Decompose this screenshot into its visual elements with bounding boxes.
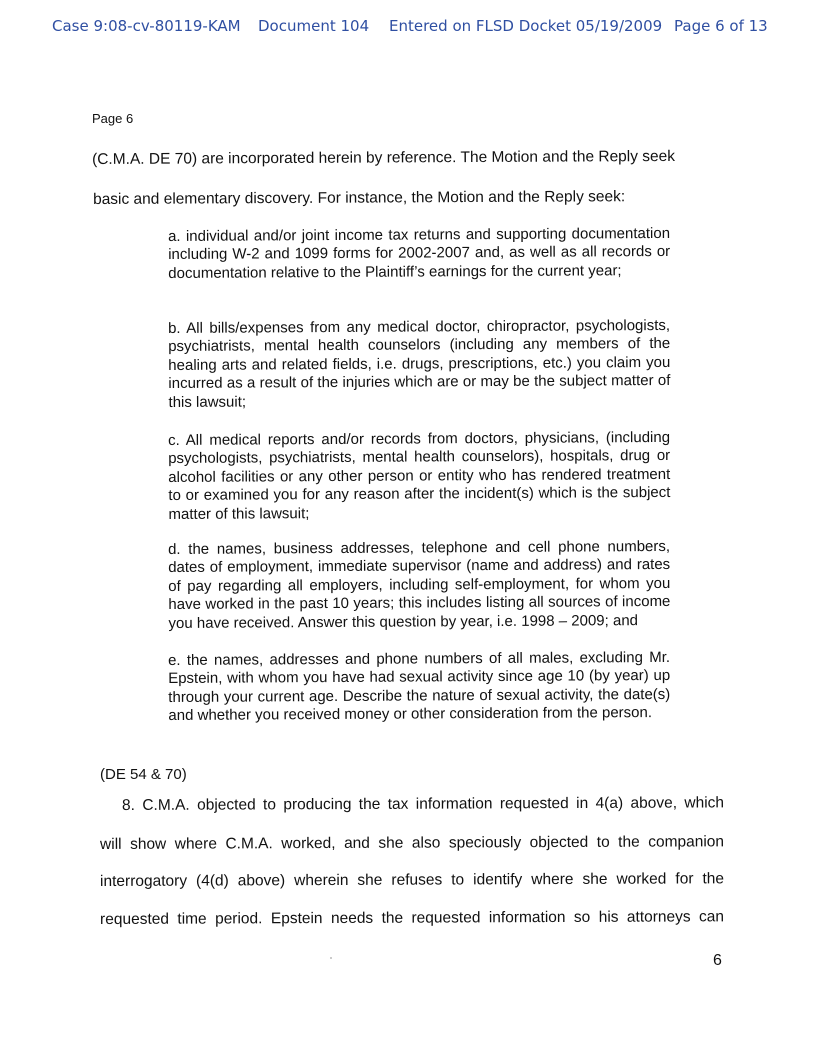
paragraph-8-line-1: 8. C.M.A. objected to producing the tax information requested in 4(a) above, which (122, 794, 725, 814)
discovery-item-a: a. individual and/or joint income tax returns and supporting documentation including W-2 and 1099 forms for 2002-2007 and, as well as all records or documentation relative to the Plaintiff’s earnings for the current year; (168, 224, 671, 282)
discovery-item-c: c. All medical reports and/or records from doctors, physicians, (including psychologists, psychiatrists, mental health counselors), hospitals, drug or alcohol facilities or any other person or entity who has rendered treatment to or examined you for any reason after the incident(s) which is the subject matter of this lawsuit; (168, 428, 671, 523)
page-label: Page 6 (92, 111, 134, 126)
discovery-item-e: e. the names, addresses and phone numbers of all males, excluding Mr. Epstein, with whom you have had sexual activity since age 10 (by year) up through your current age. Describe the nature of sexual activity, the date(s) and whether you received money or other consideration from the person. (168, 648, 671, 725)
docket-entry: Entered on FLSD Docket 05/19/2009 (389, 17, 663, 35)
page-number: 6 (713, 952, 722, 969)
scan-speck (330, 957, 332, 959)
citation: (DE 54 & 70) (100, 766, 187, 783)
intro-line-2: basic and elementary discovery. For instance, the Motion and the Reply seek: (93, 188, 626, 208)
docket-header (0, 17, 816, 37)
discovery-item-b: b. All bills/expenses from any medical doctor, chiropractor, psychologists, psychiatrists, mental health counselors (including any members of the healing arts and related fields, i.e. drugs, prescriptions, etc.) you claim you incurred as a result of the injuries which are or may be the subject matter of this lawsuit; (168, 316, 671, 411)
document-number: Document 104 (258, 17, 370, 35)
paragraph-8-line-3: interrogatory (4(d) above) wherein she refuses to identify where she worked for the (100, 870, 725, 890)
intro-line-1: (C.M.A. DE 70) are incorporated herein by reference. The Motion and the Reply seek (92, 147, 676, 168)
paragraph-8-line-2: will show where C.M.A. worked, and she also speciously objected to the companion (100, 833, 725, 853)
paragraph-8-line-4: requested time period. Epstein needs the requested information so his attorneys can (100, 908, 725, 928)
page-count: Page 6 of 13 (674, 17, 768, 35)
discovery-item-d: d. the names, business addresses, telephone and cell phone numbers, dates of employment, immediate supervisor (name and address) and rates of pay regarding all employers, including self-employment, for whom you have worked in the past 10 years; this includes listing all sources of income you have received. Answer this question by year, i.e. 1998 – 2009; and (168, 537, 671, 632)
case-number: Case 9:08-cv-80119-KAM (52, 17, 241, 35)
